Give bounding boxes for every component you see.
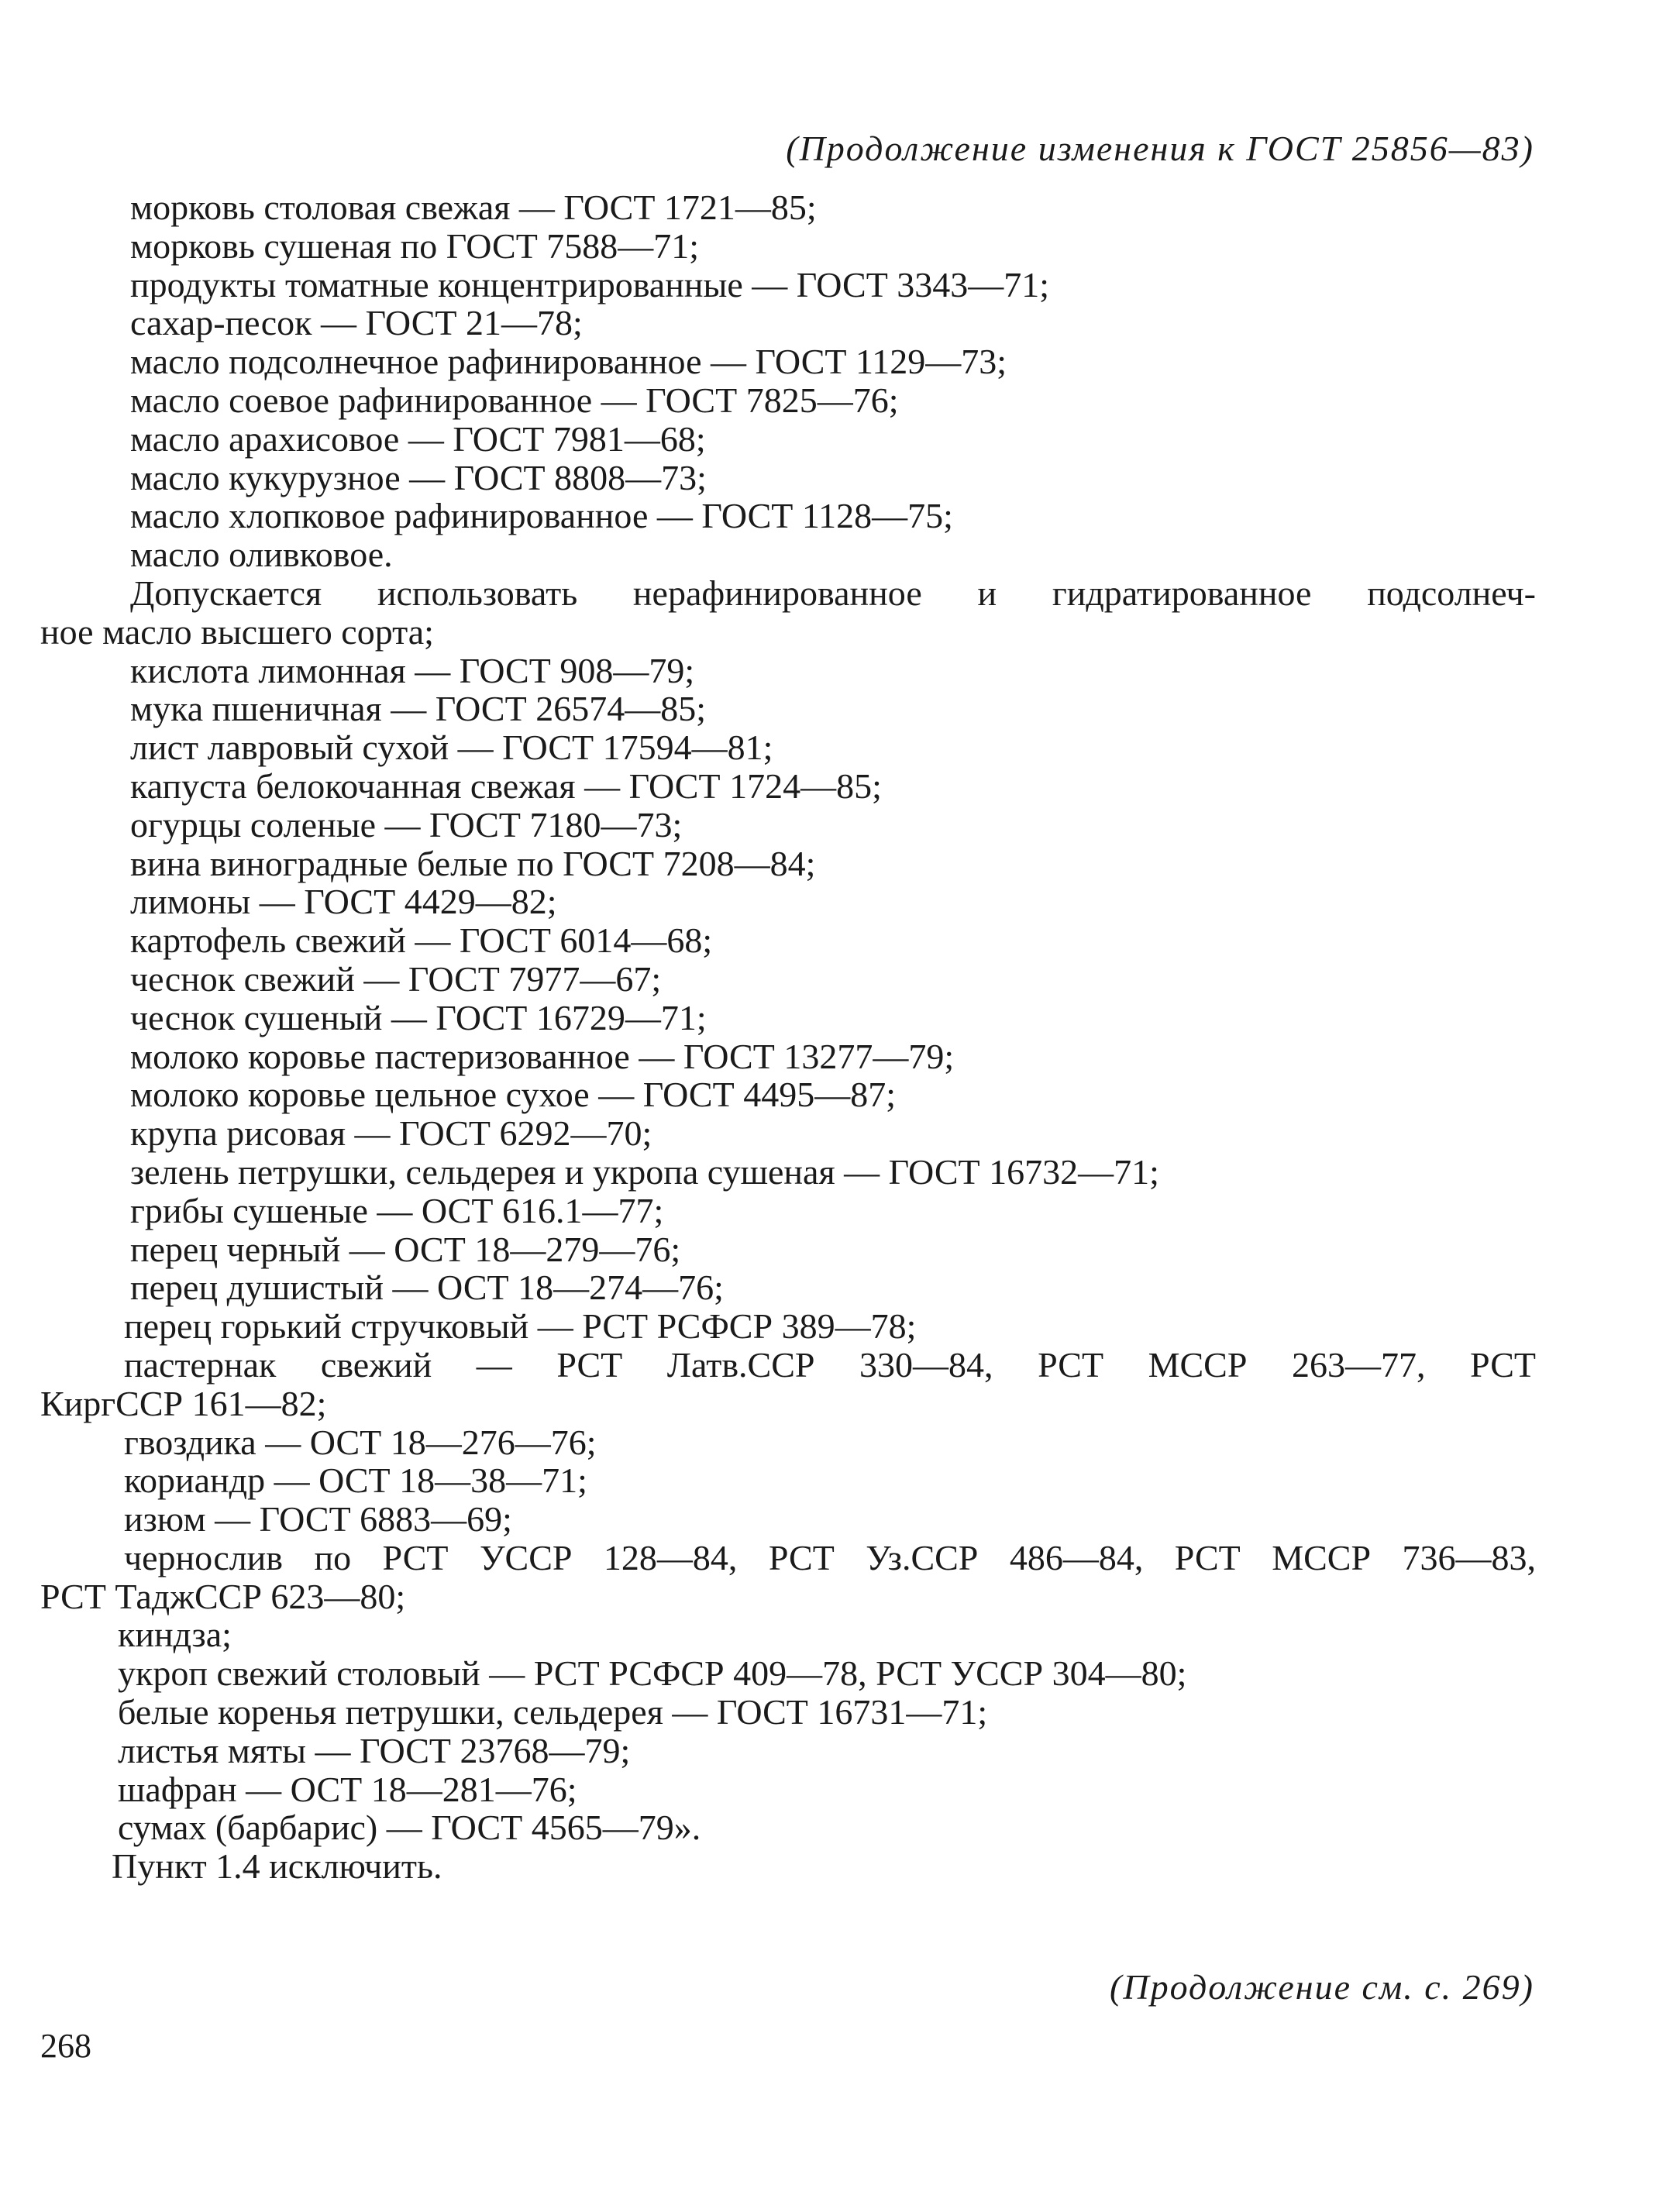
text-line: КиргССР 161—82;: [40, 1383, 327, 1423]
text-line: масло хлопковое рафинированное — ГОСТ 1128—75;: [130, 496, 953, 536]
text-line: масло кукурузное — ГОСТ 8808—73;: [130, 457, 707, 497]
text-line: пастернак свежий — РСТ Латв.ССР 330—84, РСТ МССР 263—77, РСТ: [124, 1344, 1536, 1385]
text-line: масло оливковое.: [130, 535, 393, 575]
text-line: зелень петрушки, сельдерея и укропа сушеная — ГОСТ 16732—71;: [130, 1151, 1159, 1192]
text-line: белые коренья петрушки, сельдерея — ГОСТ 16731—71;: [118, 1692, 988, 1732]
text-line: лист лавровый сухой — ГОСТ 17594—81;: [130, 728, 773, 768]
text-line: изюм — ГОСТ 6883—69;: [124, 1499, 512, 1539]
text-line: кориандр — ОСТ 18—38—71;: [124, 1460, 587, 1501]
text-line: капуста белокочанная свежая — ГОСТ 1724—85;: [130, 765, 882, 806]
text-line: перец душистый — ОСТ 18—274—76;: [130, 1268, 724, 1308]
continuation-footer: (Продолжение см. с. 269): [1110, 1967, 1534, 2007]
text-line: перец черный — ОСТ 18—279—76;: [130, 1229, 681, 1269]
text-line: крупа рисовая — ГОСТ 6292—70;: [130, 1113, 652, 1154]
text-line: морковь столовая свежая — ГОСТ 1721—85;: [130, 187, 817, 227]
text-line: ное масло высшего сорта;: [40, 611, 434, 652]
text-line: лимоны — ГОСТ 4429—82;: [130, 882, 557, 922]
text-line: картофель свежий — ГОСТ 6014—68;: [130, 920, 713, 961]
text-line: вина виноградные белые по ГОСТ 7208—84;: [130, 843, 816, 883]
text-line: чернослив по РСТ УССР 128—84, РСТ Уз.ССР 486—84, РСТ МССР 736—83,: [124, 1537, 1536, 1577]
text-line: масло соевое рафинированное — ГОСТ 7825—76;: [130, 380, 899, 420]
text-line: кислота лимонная — ГОСТ 908—79;: [130, 650, 695, 690]
text-line: сахар-песок — ГОСТ 21—78;: [130, 303, 583, 343]
text-line: молоко коровье пастеризованное — ГОСТ 13277—79;: [130, 1036, 955, 1076]
text-line: морковь сушеная по ГОСТ 7588—71;: [130, 225, 700, 266]
text-line: масло подсолнечное рафинированное — ГОСТ 1129—73;: [130, 342, 1007, 382]
text-line: РСТ ТаджССР 623—80;: [40, 1576, 406, 1616]
text-line: молоко коровье цельное сухое — ГОСТ 4495—87;: [130, 1075, 896, 1115]
text-line: киндза;: [118, 1615, 232, 1655]
text-line: грибы сушеные — ОСТ 616.1—77;: [130, 1190, 664, 1230]
text-line: Пункт 1.4 исключить.: [112, 1846, 442, 1887]
text-line: гвоздика — ОСТ 18—276—76;: [124, 1422, 597, 1462]
continuation-header: (Продолжение изменения к ГОСТ 25856—83): [786, 129, 1534, 168]
text-line: шафран — ОСТ 18—281—76;: [118, 1769, 577, 1809]
text-line: продукты томатные концентрированные — ГОСТ 3343—71;: [130, 264, 1050, 304]
body-text: [40, 188, 1536, 1886]
text-line: перец горький стручковый — РСТ РСФСР 389—78;: [124, 1306, 917, 1347]
text-line: мука пшеничная — ГОСТ 26574—85;: [130, 689, 706, 729]
page-number: 268: [40, 2027, 91, 2065]
text-line: чеснок сушеный — ГОСТ 16729—71;: [130, 997, 707, 1037]
text-line: листья мяты — ГОСТ 23768—79;: [118, 1730, 631, 1770]
text-line: огурцы соленые — ГОСТ 7180—73;: [130, 804, 683, 845]
text-line: масло арахисовое — ГОСТ 7981—68;: [130, 418, 706, 459]
text-line: сумах (барбарис) — ГОСТ 4565—79».: [118, 1808, 701, 1848]
text-line: чеснок свежий — ГОСТ 7977—67;: [130, 958, 662, 999]
text-line: укроп свежий столовый — РСТ РСФСР 409—78, РСТ УССР 304—80;: [118, 1653, 1187, 1694]
text-line: Допускается использовать нерафинированное и гидратированное подсолнеч-: [130, 573, 1536, 613]
